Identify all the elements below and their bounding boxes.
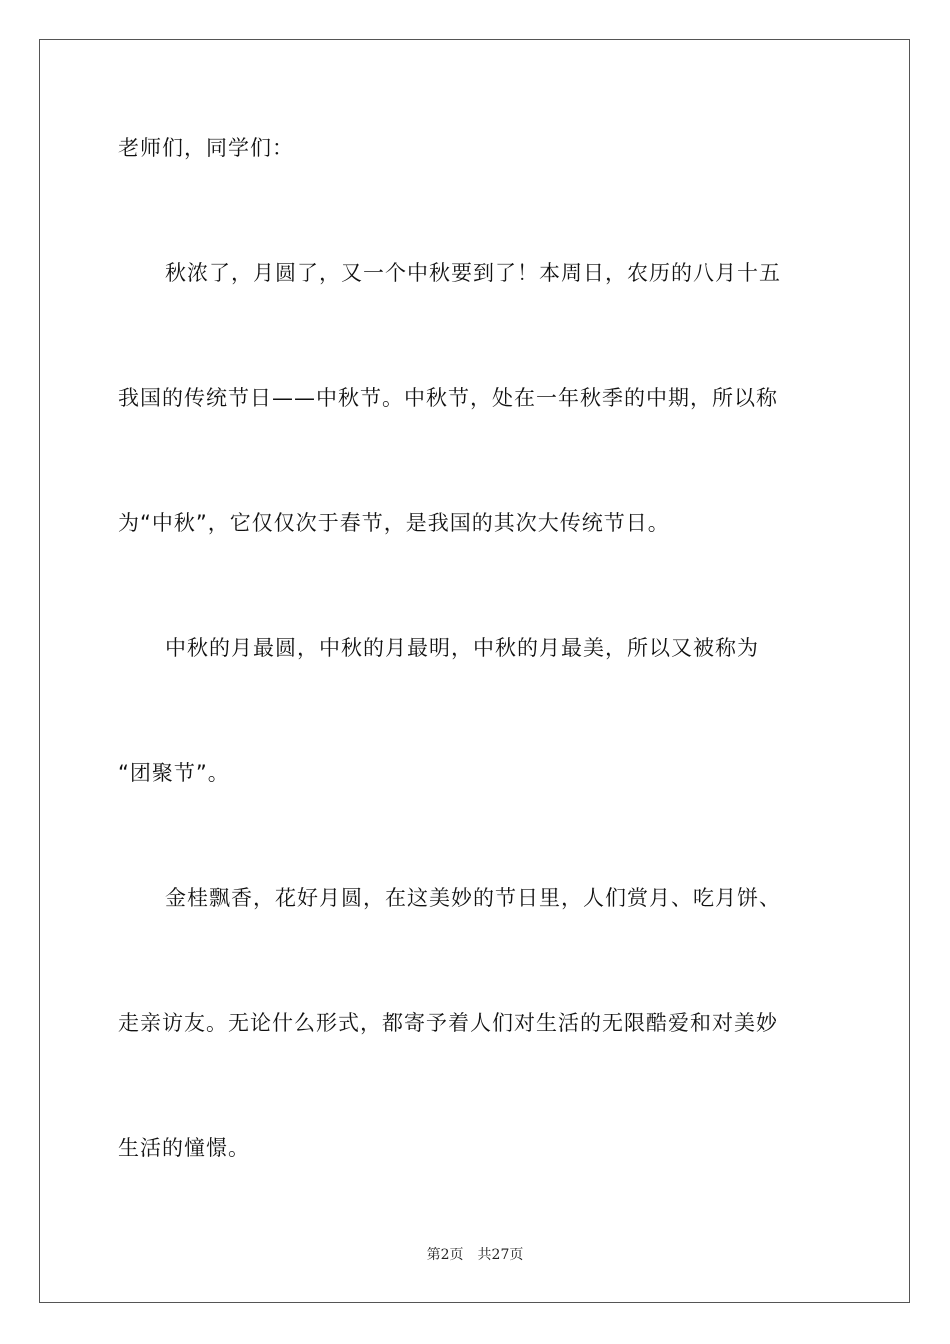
salutation-line: 老师们，同学们： — [118, 136, 294, 160]
page-footer — [0, 1246, 950, 1264]
paragraph-2-line-1: 中秋的月最圆，中秋的月最明，中秋的月最美，所以又被称为 — [165, 636, 759, 660]
page-border — [39, 39, 910, 1303]
paragraph-1-line-1: 秋浓了，月圆了，又一个中秋要到了！本周日，农历的八月十五 — [165, 261, 781, 285]
paragraph-3-line-2: 走亲访友。无论什么形式，都寄予着人们对生活的无限酷爱和对美妙 — [118, 1011, 778, 1035]
paragraph-1-line-2: 我国的传统节日——中秋节。中秋节，处在一年秋季的中期，所以称 — [118, 386, 778, 410]
paragraph-3-line-1: 金桂飘香，花好月圆，在这美妙的节日里，人们赏月、吃月饼、 — [165, 886, 781, 910]
page-total: 共27页 — [477, 1247, 524, 1263]
page-number: 第2页 — [426, 1247, 464, 1263]
paragraph-2-line-2: “团聚节”。 — [118, 761, 230, 785]
paragraph-1-line-3: 为“中秋”，它仅仅次于春节，是我国的其次大传统节日。 — [118, 511, 670, 535]
paragraph-3-line-3: 生活的憧憬。 — [118, 1136, 250, 1160]
